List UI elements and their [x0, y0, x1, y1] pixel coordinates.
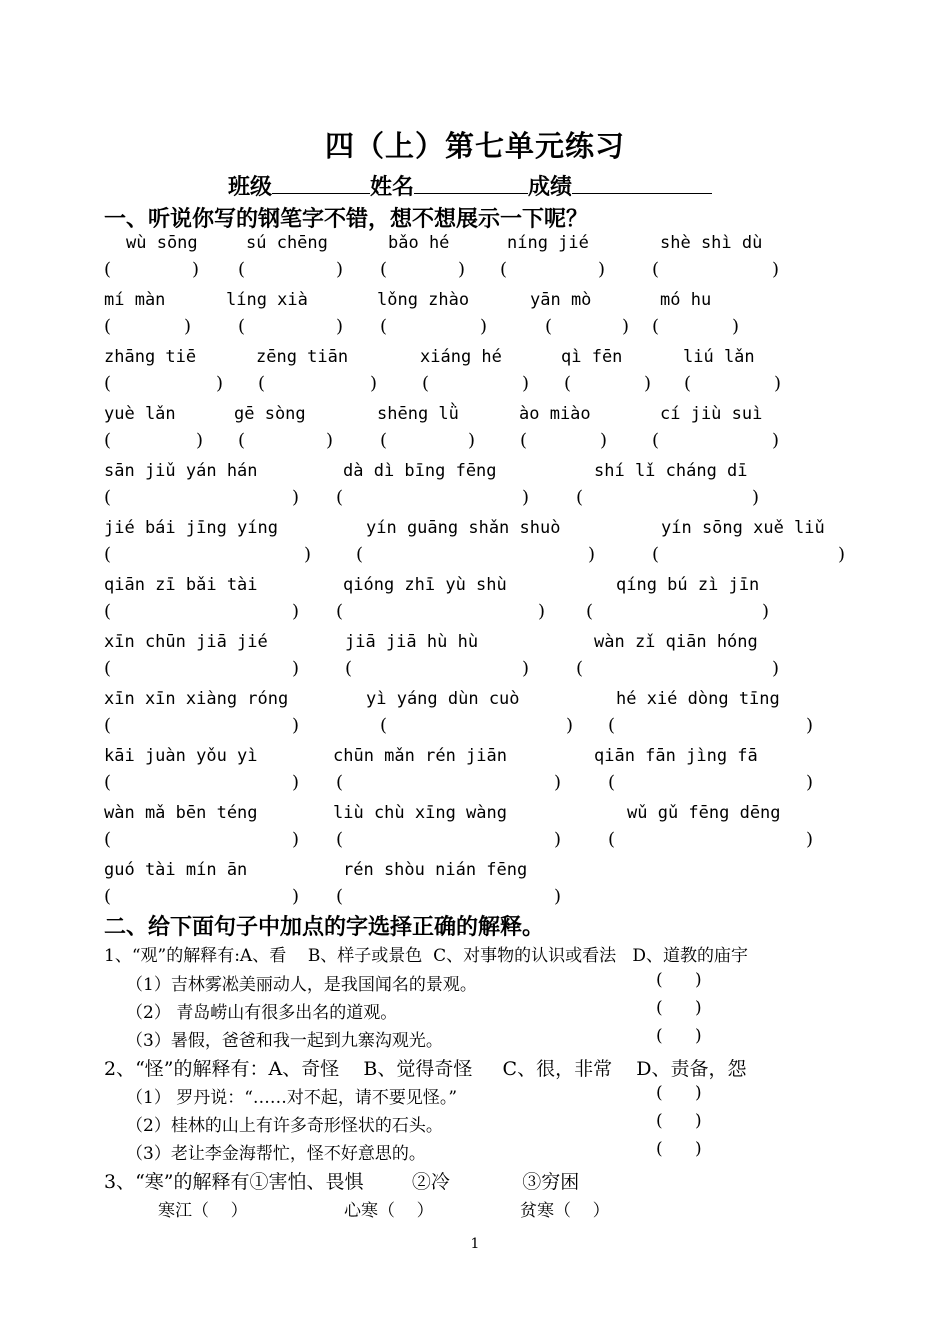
answer-open-paren[interactable]: (: [104, 430, 112, 451]
answer-open-paren[interactable]: (: [336, 487, 344, 508]
pinyin-word: yín sōng xuě liǔ: [661, 518, 825, 538]
answer-close-paren[interactable]: ): [292, 772, 300, 793]
answer-open-paren[interactable]: (: [576, 487, 584, 508]
answer-open-paren[interactable]: (: [586, 601, 594, 622]
answer-close-paren[interactable]: ): [370, 373, 378, 394]
answer-open-paren[interactable]: (: [608, 772, 616, 793]
answer-open-paren[interactable]: (: [576, 658, 584, 679]
answer-open-paren[interactable]: (: [545, 316, 553, 337]
pinyin-word: lǒng zhào: [377, 290, 470, 310]
answer-close-paren[interactable]: ): [292, 658, 300, 679]
pinyin-word: yì yáng dùn cuò: [366, 689, 520, 709]
section1-heading: 一、听说你写的钢笔字不错，想不想展示一下呢？: [104, 206, 589, 232]
answer-row: [0, 829, 950, 855]
pinyin-word: yuè lǎn: [104, 404, 176, 424]
answer-close-paren[interactable]: ): [458, 259, 466, 280]
answer-open-paren[interactable]: (: [104, 487, 112, 508]
pinyin-word: qiān fān jìng fā: [594, 746, 758, 766]
pinyin-word: níng jié: [507, 233, 589, 253]
class-blank[interactable]: [272, 171, 370, 194]
pinyin-word: bǎo hé: [388, 233, 450, 253]
answer-row: [0, 430, 950, 456]
answer-close-paren[interactable]: ): [806, 715, 814, 736]
answer-row: [0, 544, 950, 570]
answer-close-paren[interactable]: ): [644, 373, 652, 394]
answer-open-paren[interactable]: (: [608, 829, 616, 850]
pinyin-row: [0, 746, 950, 772]
pinyin-row: [0, 575, 950, 601]
answer-open-paren[interactable]: (: [104, 715, 112, 736]
answer-open-paren[interactable]: (: [652, 259, 660, 280]
pinyin-word: shí lǐ cháng dī: [594, 461, 748, 481]
answer-close-paren[interactable]: ): [566, 715, 574, 736]
pinyin-word: ào miào: [519, 404, 591, 424]
answer-close-paren[interactable]: ): [732, 316, 740, 337]
answer-open-paren[interactable]: (: [684, 373, 692, 394]
pinyin-word: shēng lǜ: [377, 404, 459, 424]
answer-close-paren[interactable]: ): [192, 259, 200, 280]
pinyin-word: shè shì dù: [660, 233, 763, 253]
pinyin-word: qiān zī bǎi tài: [104, 575, 258, 595]
pinyin-word: liù chù xīng wàng: [333, 803, 507, 823]
pinyin-word: mó hu: [660, 290, 712, 310]
pinyin-word: yān mò: [530, 290, 592, 310]
score-blank[interactable]: [572, 171, 712, 194]
answer-open-paren[interactable]: (: [104, 259, 112, 280]
pinyin-word: rén shòu nián fēng: [343, 860, 528, 880]
pinyin-row: [0, 803, 950, 829]
answer-close-paren[interactable]: ): [304, 544, 312, 565]
answer-open-paren[interactable]: (: [380, 316, 388, 337]
answer-close-paren[interactable]: ): [184, 316, 192, 337]
answer-open-paren[interactable]: (: [608, 715, 616, 736]
answer-close-paren[interactable]: ): [806, 772, 814, 793]
q3-word-2[interactable]: 心寒（ ）: [344, 1201, 434, 1221]
pinyin-word: zēng tiān: [256, 347, 349, 367]
answer-close-paren[interactable]: ): [538, 601, 546, 622]
pinyin-word: wàn mǎ bēn téng: [104, 803, 258, 823]
pinyin-row: [0, 461, 950, 487]
pinyin-word: kāi juàn yǒu yì: [104, 746, 258, 766]
answer-open-paren[interactable]: (: [238, 430, 246, 451]
answer-open-paren[interactable]: (: [380, 715, 388, 736]
answer-close-paren[interactable]: ): [554, 829, 562, 850]
answer-open-paren[interactable]: (: [500, 259, 508, 280]
answer-open-paren[interactable]: (: [238, 259, 246, 280]
answer-row: [0, 772, 950, 798]
answer-open-paren[interactable]: (: [104, 658, 112, 679]
pinyin-word: wǔ gǔ fēng dēng: [627, 803, 781, 823]
pinyin-word: qíng bú zì jīn: [616, 575, 760, 595]
answer-open-paren[interactable]: (: [652, 316, 660, 337]
answer-open-paren[interactable]: (: [104, 772, 112, 793]
answer-close-paren[interactable]: ): [752, 487, 760, 508]
pinyin-word: sān jiǔ yán hán: [104, 461, 258, 481]
answer-open-paren[interactable]: (: [336, 601, 344, 622]
answer-close-paren[interactable]: ): [336, 259, 344, 280]
q1-item-3: （3）暑假，爸爸和我一起到九寨沟观光。: [126, 1031, 443, 1051]
pinyin-word: hé xié dòng tīng: [616, 689, 780, 709]
answer-open-paren[interactable]: (: [520, 430, 528, 451]
answer-open-paren[interactable]: (: [258, 373, 266, 394]
answer-close-paren[interactable]: ): [622, 316, 630, 337]
q1-stem: 1、“观”的解释有:A、看 B、样子或景色 C、对事物的认识或看法 D、道教的庙宇: [104, 946, 748, 966]
answer-close-paren[interactable]: ): [554, 886, 562, 907]
pinyin-word: cí jiù suì: [660, 404, 763, 424]
pinyin-row: [0, 404, 950, 430]
answer-open-paren[interactable]: (: [336, 772, 344, 793]
pinyin-row: [0, 518, 950, 544]
pinyin-word: jiā jiā hù hù: [345, 632, 479, 652]
answer-close-paren[interactable]: ): [292, 715, 300, 736]
answer-open-paren[interactable]: (: [104, 316, 112, 337]
q2-answer-1[interactable]: ( ): [656, 1083, 702, 1103]
answer-close-paren[interactable]: ): [772, 658, 780, 679]
pinyin-word: gē sòng: [234, 404, 306, 424]
answer-close-paren[interactable]: ): [522, 658, 530, 679]
pinyin-word: liú lǎn: [683, 347, 755, 367]
answer-close-paren[interactable]: ): [774, 373, 782, 394]
pinyin-word: xiáng hé: [420, 347, 502, 367]
q2-stem: 2、“怪”的解释有：A、奇怪 B、觉得奇怪 C、很，非常 D、责备，怨: [104, 1058, 747, 1080]
answer-open-paren[interactable]: (: [380, 259, 388, 280]
student-info-line: [228, 170, 712, 201]
pinyin-row: [0, 347, 950, 373]
pinyin-word: zhāng tiē: [104, 347, 197, 367]
answer-open-paren[interactable]: (: [356, 544, 364, 565]
answer-close-paren[interactable]: ): [600, 430, 608, 451]
answer-close-paren[interactable]: ): [292, 886, 300, 907]
answer-row: [0, 316, 950, 342]
answer-close-paren[interactable]: ): [480, 316, 488, 337]
answer-close-paren[interactable]: ): [598, 259, 606, 280]
pinyin-word: jié bái jīng yíng: [104, 518, 278, 538]
name-label: 姓名: [370, 174, 415, 200]
q3-word-3[interactable]: 贫寒（ ）: [520, 1201, 610, 1221]
q1-item-1: （1）吉林雾凇美丽动人，是我国闻名的景观。: [126, 975, 477, 995]
pinyin-word: xīn chūn jiā jié: [104, 632, 268, 652]
answer-open-paren[interactable]: (: [652, 430, 660, 451]
q2-item-1: （1） 罗丹说：“……对不起，请不要见怪。”: [126, 1088, 458, 1108]
answer-close-paren[interactable]: ): [292, 829, 300, 850]
answer-open-paren[interactable]: (: [104, 373, 112, 394]
answer-close-paren[interactable]: ): [292, 601, 300, 622]
answer-open-paren[interactable]: (: [652, 544, 660, 565]
q2-answer-3[interactable]: ( ): [656, 1139, 702, 1159]
answer-open-paren[interactable]: (: [336, 829, 344, 850]
answer-close-paren[interactable]: ): [522, 373, 530, 394]
answer-close-paren[interactable]: ): [326, 430, 334, 451]
answer-close-paren[interactable]: ): [336, 316, 344, 337]
pinyin-row: [0, 632, 950, 658]
q1-answer-3[interactable]: ( ): [656, 1026, 702, 1046]
q1-answer-2[interactable]: ( ): [656, 998, 702, 1018]
answer-open-paren[interactable]: (: [345, 658, 353, 679]
pinyin-word: dà dì bīng fēng: [343, 461, 497, 481]
section2-heading: 二、给下面句子中加点的字选择正确的解释。: [104, 914, 545, 940]
page-number: 1: [470, 1236, 480, 1252]
answer-open-paren[interactable]: (: [104, 886, 112, 907]
answer-row: [0, 886, 950, 912]
answer-close-paren[interactable]: ): [522, 487, 530, 508]
pinyin-word: chūn mǎn rén jiān: [333, 746, 507, 766]
q3-word-1[interactable]: 寒江（ ）: [158, 1201, 248, 1221]
answer-close-paren[interactable]: ): [762, 601, 770, 622]
pinyin-word: qióng zhī yù shù: [343, 575, 507, 595]
page-title: 四（上）第七单元练习: [324, 129, 625, 163]
answer-open-paren[interactable]: (: [336, 886, 344, 907]
pinyin-word: líng xià: [226, 290, 308, 310]
answer-row: [0, 658, 950, 684]
answer-open-paren[interactable]: (: [564, 373, 572, 394]
q3-stem: 3、“寒”的解释有①害怕、畏惧 ②冷 ③穷困: [104, 1171, 580, 1193]
pinyin-row: [0, 233, 950, 259]
answer-close-paren[interactable]: ): [554, 772, 562, 793]
answer-close-paren[interactable]: ): [588, 544, 596, 565]
answer-close-paren[interactable]: ): [216, 373, 224, 394]
answer-open-paren[interactable]: (: [104, 544, 112, 565]
answer-row: [0, 373, 950, 399]
answer-close-paren[interactable]: ): [772, 259, 780, 280]
pinyin-word: xīn xīn xiàng róng: [104, 689, 289, 709]
answer-open-paren[interactable]: (: [238, 316, 246, 337]
class-label: 班级: [228, 174, 273, 200]
pinyin-row: [0, 860, 950, 886]
answer-row: [0, 715, 950, 741]
pinyin-word: wàn zǐ qiān hóng: [594, 632, 758, 652]
pinyin-row: [0, 689, 950, 715]
answer-open-paren[interactable]: (: [104, 601, 112, 622]
q2-item-3: （3）老让李金海帮忙，怪不好意思的。: [126, 1144, 426, 1164]
pinyin-word: wù sōng: [126, 233, 198, 253]
answer-close-paren[interactable]: ): [468, 430, 476, 451]
answer-close-paren[interactable]: ): [772, 430, 780, 451]
q2-answer-2[interactable]: ( ): [656, 1111, 702, 1131]
answer-row: [0, 601, 950, 627]
answer-open-paren[interactable]: (: [422, 373, 430, 394]
answer-close-paren[interactable]: ): [806, 829, 814, 850]
pinyin-word: yín guāng shǎn shuò: [366, 518, 561, 538]
answer-close-paren[interactable]: ): [196, 430, 204, 451]
answer-close-paren[interactable]: ): [292, 487, 300, 508]
pinyin-word: qì fēn: [561, 347, 623, 367]
score-label: 成绩: [528, 174, 573, 200]
pinyin-row: [0, 290, 950, 316]
name-blank[interactable]: [414, 171, 528, 194]
q1-answer-1[interactable]: ( ): [656, 970, 702, 990]
pinyin-word: guó tài mín ān: [104, 860, 248, 880]
pinyin-word: mí màn: [104, 290, 166, 310]
pinyin-word: sú chēng: [246, 233, 328, 253]
q1-item-2: （2） 青岛崂山有很多出名的道观。: [126, 1003, 398, 1023]
answer-open-paren[interactable]: (: [104, 829, 112, 850]
answer-close-paren[interactable]: ): [838, 544, 846, 565]
q2-item-2: （2）桂林的山上有许多奇形怪状的石头。: [126, 1116, 443, 1136]
answer-open-paren[interactable]: (: [380, 430, 388, 451]
answer-row: [0, 487, 950, 513]
answer-row: [0, 259, 950, 285]
